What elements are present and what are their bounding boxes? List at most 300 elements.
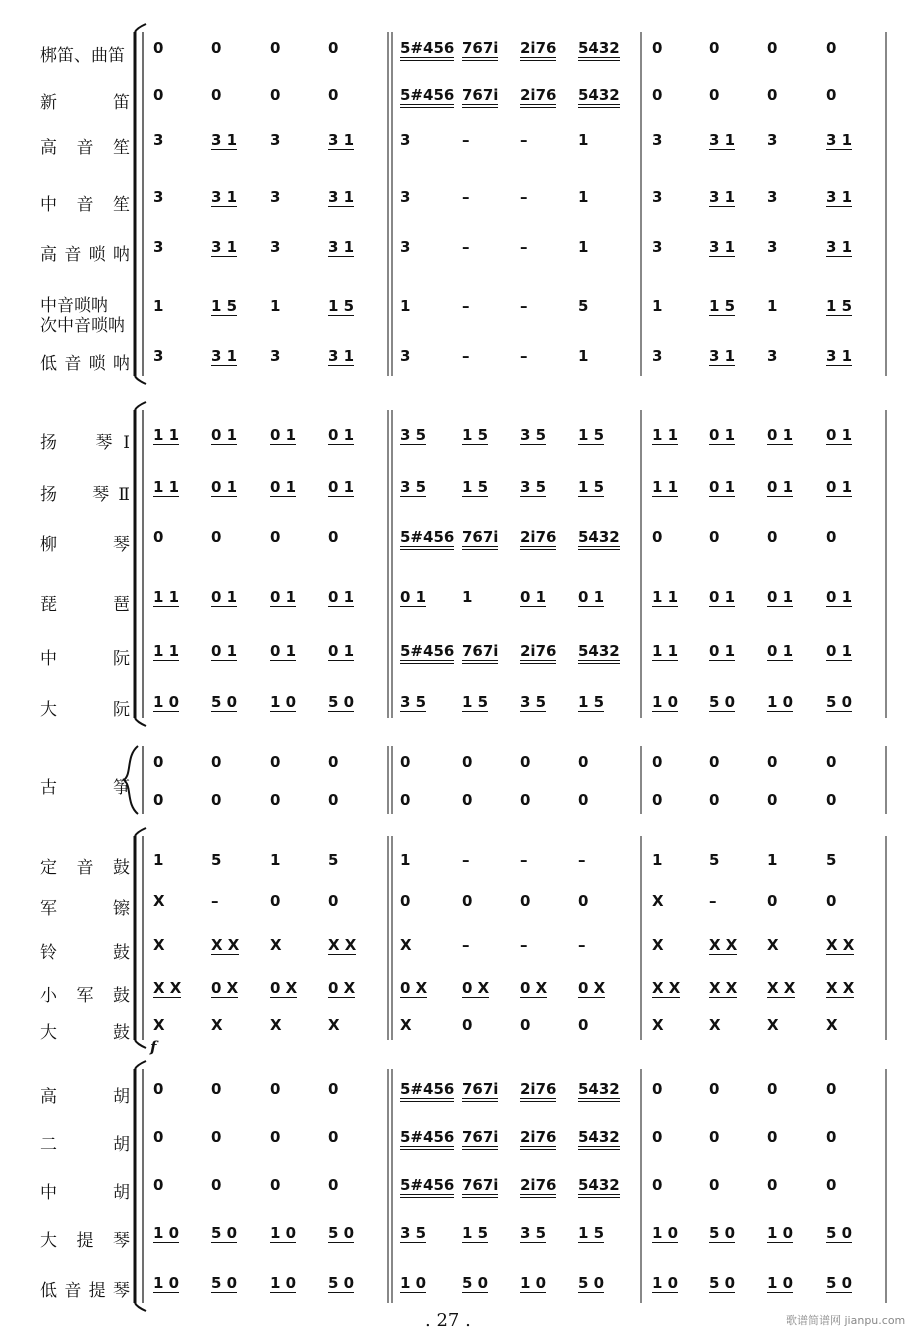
note: 1 5 <box>328 297 355 315</box>
note: 3 <box>400 188 411 206</box>
note: 0 <box>400 791 411 809</box>
instrument-name: 高音唢呐 <box>40 245 130 265</box>
note: 0 1 <box>520 588 547 606</box>
note: 0 1 <box>826 426 853 444</box>
note: 0 <box>652 86 663 104</box>
note: – <box>520 851 528 869</box>
note: 0 <box>709 753 720 771</box>
instrument-label <box>40 649 130 669</box>
bracket-hook-top <box>135 828 146 836</box>
note: 5 0 <box>328 1274 355 1292</box>
note: 1 0 <box>153 693 180 711</box>
instrument-name: 扬 琴Ⅱ <box>40 485 130 505</box>
note: 0 <box>826 1128 837 1146</box>
note: X X <box>153 979 182 997</box>
note: 0 <box>328 892 339 910</box>
note: 0 1 <box>270 642 297 660</box>
note: 5432 <box>578 40 620 61</box>
note: X <box>328 1016 340 1034</box>
note: 0 <box>709 39 720 57</box>
note: 0 X <box>328 979 356 997</box>
instrument-name: 新 笛 <box>40 93 130 113</box>
note: 1 0 <box>400 1274 427 1292</box>
note: 3 1 <box>826 188 853 206</box>
note: 3 1 <box>328 238 355 256</box>
note: 3 1 <box>328 347 355 365</box>
note: 1 <box>578 347 589 365</box>
note: 0 <box>211 1080 222 1098</box>
note: 0 1 <box>826 478 853 496</box>
note: 1 <box>270 297 281 315</box>
note: 1 <box>652 297 663 315</box>
note: 0 <box>826 753 837 771</box>
note: 0 <box>767 892 778 910</box>
note: 1 5 <box>462 1224 489 1242</box>
note: 3 <box>767 347 778 365</box>
note: 3 <box>652 347 663 365</box>
note: 0 <box>270 1176 281 1194</box>
note: 3 1 <box>211 131 238 149</box>
note: 0 <box>153 86 164 104</box>
note: 3 1 <box>211 188 238 206</box>
note: 0 <box>211 528 222 546</box>
note: 3 5 <box>400 426 427 444</box>
note: 1 0 <box>270 693 297 711</box>
note: 0 <box>211 1176 222 1194</box>
note: 0 1 <box>211 642 238 660</box>
instrument-label <box>40 46 130 66</box>
note: 5 0 <box>211 1224 238 1242</box>
note: 3 <box>153 188 164 206</box>
note: 0 <box>652 791 663 809</box>
note: 0 <box>328 1128 339 1146</box>
note: 0 1 <box>767 588 794 606</box>
note: 0 <box>270 1080 281 1098</box>
note: X X <box>652 979 681 997</box>
note: 3 1 <box>211 347 238 365</box>
instrument-name: 大提琴 <box>40 1231 130 1251</box>
note: 1 5 <box>578 478 605 496</box>
note: X <box>211 1016 223 1034</box>
note: 767i <box>462 1177 498 1198</box>
instrument-label <box>40 1135 130 1155</box>
instrument-label <box>40 245 130 265</box>
note: 0 <box>270 1128 281 1146</box>
note: 5 0 <box>462 1274 489 1292</box>
note: X <box>767 1016 779 1034</box>
note: 1 0 <box>270 1274 297 1292</box>
note: 0 X <box>400 979 428 997</box>
note: 0 <box>652 1128 663 1146</box>
note: 5432 <box>578 1081 620 1102</box>
note: 2i76 <box>520 1081 556 1102</box>
instrument-name: 扬 琴Ⅰ <box>40 433 130 453</box>
note: – <box>578 936 586 954</box>
note: 767i <box>462 40 498 61</box>
note: 0 <box>826 528 837 546</box>
note: 1 1 <box>153 588 180 606</box>
note: 5432 <box>578 87 620 108</box>
note: 0 1 <box>826 642 853 660</box>
note: X X <box>211 936 240 954</box>
note: X <box>270 1016 282 1034</box>
instrument-name: 中音笙 <box>40 195 130 215</box>
note: 5#456 <box>400 1129 454 1150</box>
instrument-name: 低音提琴 <box>40 1281 130 1301</box>
instrument-label <box>40 778 130 798</box>
instrument-name: 小军鼓 <box>40 986 130 1006</box>
note: – <box>462 936 470 954</box>
note: X <box>270 936 282 954</box>
instrument-label <box>40 943 130 963</box>
note: 1 <box>462 588 473 606</box>
note: X X <box>826 936 855 954</box>
note: 3 <box>767 238 778 256</box>
instrument-label <box>40 1281 130 1301</box>
note: 3 1 <box>709 347 736 365</box>
page-number: . 27 . <box>425 1310 471 1331</box>
instrument-name: 高音笙 <box>40 138 130 158</box>
note: 3 <box>270 131 281 149</box>
note: 0 <box>709 528 720 546</box>
note: 0 <box>578 791 589 809</box>
instrument-name: 二 胡 <box>40 1135 130 1155</box>
note: – <box>211 892 219 910</box>
note: 1 5 <box>826 297 853 315</box>
note: 3 1 <box>826 347 853 365</box>
note: – <box>520 188 528 206</box>
note: 1 <box>270 851 281 869</box>
instrument-label <box>40 354 130 374</box>
note: 3 1 <box>826 131 853 149</box>
note: 1 1 <box>153 478 180 496</box>
note: 0 <box>270 791 281 809</box>
note: 3 <box>767 188 778 206</box>
note: 5 0 <box>328 1224 355 1242</box>
note: 3 <box>153 347 164 365</box>
instrument-label <box>40 93 130 113</box>
note: 0 1 <box>328 478 355 496</box>
note: 3 1 <box>328 188 355 206</box>
note: 5432 <box>578 643 620 664</box>
note: – <box>578 851 586 869</box>
note: 1 5 <box>462 693 489 711</box>
note: 3 <box>270 347 281 365</box>
note: 3 1 <box>328 131 355 149</box>
note: X X <box>328 936 357 954</box>
note: 3 1 <box>709 131 736 149</box>
note: 0 <box>652 1176 663 1194</box>
note: 3 <box>270 188 281 206</box>
note: 0 <box>826 892 837 910</box>
note: 767i <box>462 529 498 550</box>
note: 0 <box>153 528 164 546</box>
note: 5#456 <box>400 1177 454 1198</box>
note: 0 <box>328 86 339 104</box>
note: 3 <box>652 188 663 206</box>
note: 767i <box>462 1081 498 1102</box>
note: 0 <box>328 1176 339 1194</box>
note: 0 <box>270 892 281 910</box>
note: 0 <box>826 86 837 104</box>
note: X <box>400 1016 412 1034</box>
note: 0 1 <box>709 642 736 660</box>
note: – <box>462 347 470 365</box>
note: 0 <box>578 753 589 771</box>
note: 0 <box>328 39 339 57</box>
bracket-hook-top <box>135 24 146 32</box>
instrument-label <box>40 296 130 336</box>
note: 5 0 <box>578 1274 605 1292</box>
note: 5#456 <box>400 1081 454 1102</box>
note: 1 <box>578 238 589 256</box>
note: 1 0 <box>652 1274 679 1292</box>
instrument-name: 中音唢呐 <box>40 296 108 316</box>
instrument-name: 中 阮 <box>40 649 130 669</box>
note: 5#456 <box>400 643 454 664</box>
note: 5432 <box>578 1177 620 1198</box>
note: 5 <box>709 851 720 869</box>
note: 1 1 <box>652 642 679 660</box>
note: 0 1 <box>328 588 355 606</box>
note: 0 <box>709 791 720 809</box>
note: 3 <box>400 347 411 365</box>
note: 0 <box>652 528 663 546</box>
note: 0 <box>462 753 473 771</box>
note: 1 0 <box>270 1224 297 1242</box>
note: X X <box>826 979 855 997</box>
note: 1 <box>400 297 411 315</box>
note: X <box>652 936 664 954</box>
note: 3 <box>652 238 663 256</box>
note: 0 <box>652 753 663 771</box>
note: 3 <box>153 238 164 256</box>
note: 0 <box>270 39 281 57</box>
note: 0 X <box>270 979 298 997</box>
note: 1 <box>153 851 164 869</box>
instrument-name: 次中音唢呐 <box>40 316 125 336</box>
note: 1 0 <box>767 1224 794 1242</box>
instrument-label <box>40 1023 130 1043</box>
instrument-name: 琵 琶 <box>40 595 130 615</box>
instrument-name: 梆笛、曲笛 <box>40 46 125 66</box>
note: 3 5 <box>520 693 547 711</box>
note: 3 5 <box>400 693 427 711</box>
note: X X <box>709 979 738 997</box>
note: – <box>462 851 470 869</box>
note: X <box>652 1016 664 1034</box>
note: 0 <box>652 1080 663 1098</box>
note: 0 <box>652 39 663 57</box>
bracket-hook-bottom <box>135 718 146 726</box>
note: 5 0 <box>709 1224 736 1242</box>
bracket-hook-bottom <box>135 1303 146 1311</box>
note: 1 0 <box>153 1224 180 1242</box>
note: 5 <box>826 851 837 869</box>
note: 1 5 <box>462 478 489 496</box>
note: 1 0 <box>153 1274 180 1292</box>
note: 3 5 <box>400 1224 427 1242</box>
note: X <box>400 936 412 954</box>
note: 3 1 <box>709 188 736 206</box>
note: 5 <box>211 851 222 869</box>
instrument-name: 低音唢呐 <box>40 354 130 374</box>
note: 2i76 <box>520 529 556 550</box>
note: 0 <box>153 791 164 809</box>
note: 0 1 <box>709 478 736 496</box>
note: 0 1 <box>328 426 355 444</box>
note: 1 0 <box>652 1224 679 1242</box>
note: 0 <box>462 892 473 910</box>
note: 1 5 <box>462 426 489 444</box>
note: X <box>153 1016 165 1034</box>
note: – <box>520 297 528 315</box>
note: 0 X <box>578 979 606 997</box>
note: 3 <box>153 131 164 149</box>
note: 0 <box>328 791 339 809</box>
note: 5432 <box>578 1129 620 1150</box>
note: 0 1 <box>328 642 355 660</box>
note: 0 <box>328 1080 339 1098</box>
note: 1 5 <box>578 1224 605 1242</box>
note: 0 1 <box>767 642 794 660</box>
note: 1 5 <box>578 693 605 711</box>
note: 0 1 <box>767 478 794 496</box>
note: 0 1 <box>826 588 853 606</box>
note: X X <box>709 936 738 954</box>
note: 0 1 <box>578 588 605 606</box>
note: 5 <box>328 851 339 869</box>
note: 1 1 <box>652 588 679 606</box>
bracket-hook-bottom <box>135 1040 146 1048</box>
note: 1 <box>578 131 589 149</box>
note: 0 <box>767 1080 778 1098</box>
note: 5 0 <box>826 1224 853 1242</box>
note: 0 <box>153 1128 164 1146</box>
note: 0 <box>826 791 837 809</box>
note: 0 1 <box>211 588 238 606</box>
note: 0 <box>328 753 339 771</box>
note: 1 5 <box>211 297 238 315</box>
note: 1 1 <box>153 642 180 660</box>
note: 3 1 <box>826 238 853 256</box>
note: 3 5 <box>520 426 547 444</box>
instrument-label <box>40 858 130 878</box>
note: 3 5 <box>520 478 547 496</box>
note: – <box>462 131 470 149</box>
note: 5 0 <box>211 1274 238 1292</box>
note: X <box>709 1016 721 1034</box>
note: 1 0 <box>767 1274 794 1292</box>
note: 0 <box>400 892 411 910</box>
note: 3 <box>767 131 778 149</box>
note: 0 <box>520 791 531 809</box>
instrument-label <box>40 595 130 615</box>
note: 0 <box>767 1176 778 1194</box>
dynamic-mark: f <box>150 1038 157 1056</box>
note: 5 0 <box>709 693 736 711</box>
note: – <box>520 238 528 256</box>
instrument-label <box>40 485 130 505</box>
note: 3 1 <box>211 238 238 256</box>
note: 5 <box>578 297 589 315</box>
note: 2i76 <box>520 40 556 61</box>
note: 0 <box>767 1128 778 1146</box>
note: 0 1 <box>211 426 238 444</box>
watermark: 歌谱简谱网 jianpu.com <box>786 1314 906 1327</box>
note: 3 5 <box>400 478 427 496</box>
instrument-name: 古 筝 <box>40 778 130 798</box>
note: 1 1 <box>652 426 679 444</box>
note: 0 <box>211 791 222 809</box>
note: 1 0 <box>652 693 679 711</box>
note: 3 <box>400 238 411 256</box>
note: 3 <box>400 131 411 149</box>
note: 0 <box>520 892 531 910</box>
note: 1 5 <box>709 297 736 315</box>
instrument-name: 大 鼓 <box>40 1023 130 1043</box>
note: 0 1 <box>400 588 427 606</box>
note: 767i <box>462 643 498 664</box>
note: – <box>462 238 470 256</box>
note: 0 <box>767 39 778 57</box>
note: 767i <box>462 1129 498 1150</box>
note: 1 1 <box>652 478 679 496</box>
note: 5 0 <box>826 1274 853 1292</box>
note: X <box>767 936 779 954</box>
note: 1 <box>652 851 663 869</box>
note: 0 <box>767 86 778 104</box>
note: 0 <box>826 1080 837 1098</box>
note: 0 <box>153 753 164 771</box>
instrument-label <box>40 899 130 919</box>
instrument-label <box>40 535 130 555</box>
note: 0 X <box>520 979 548 997</box>
note: 0 X <box>211 979 239 997</box>
note: 0 <box>153 1176 164 1194</box>
note: 0 <box>578 892 589 910</box>
note: 0 <box>709 86 720 104</box>
note: 5 0 <box>709 1274 736 1292</box>
note: 767i <box>462 87 498 108</box>
note: 1 <box>767 297 778 315</box>
note: 0 <box>462 791 473 809</box>
note: 5#456 <box>400 529 454 550</box>
note: 1 <box>578 188 589 206</box>
instrument-name: 铃 鼓 <box>40 943 130 963</box>
note: 2i76 <box>520 643 556 664</box>
note: 5 0 <box>328 693 355 711</box>
instrument-label <box>40 700 130 720</box>
note: 0 <box>826 1176 837 1194</box>
note: 0 <box>211 1128 222 1146</box>
bracket-hook-bottom <box>135 376 146 384</box>
note: 3 <box>652 131 663 149</box>
note: 0 1 <box>270 588 297 606</box>
instrument-name: 柳 琴 <box>40 535 130 555</box>
note: 1 <box>767 851 778 869</box>
note: 0 <box>767 791 778 809</box>
note: 0 <box>328 528 339 546</box>
note: 5#456 <box>400 87 454 108</box>
instrument-name: 高 胡 <box>40 1087 130 1107</box>
note: 0 <box>211 753 222 771</box>
note: 0 1 <box>767 426 794 444</box>
note: 0 <box>462 1016 473 1034</box>
note: – <box>520 131 528 149</box>
note: 0 1 <box>270 426 297 444</box>
note: 0 <box>270 86 281 104</box>
